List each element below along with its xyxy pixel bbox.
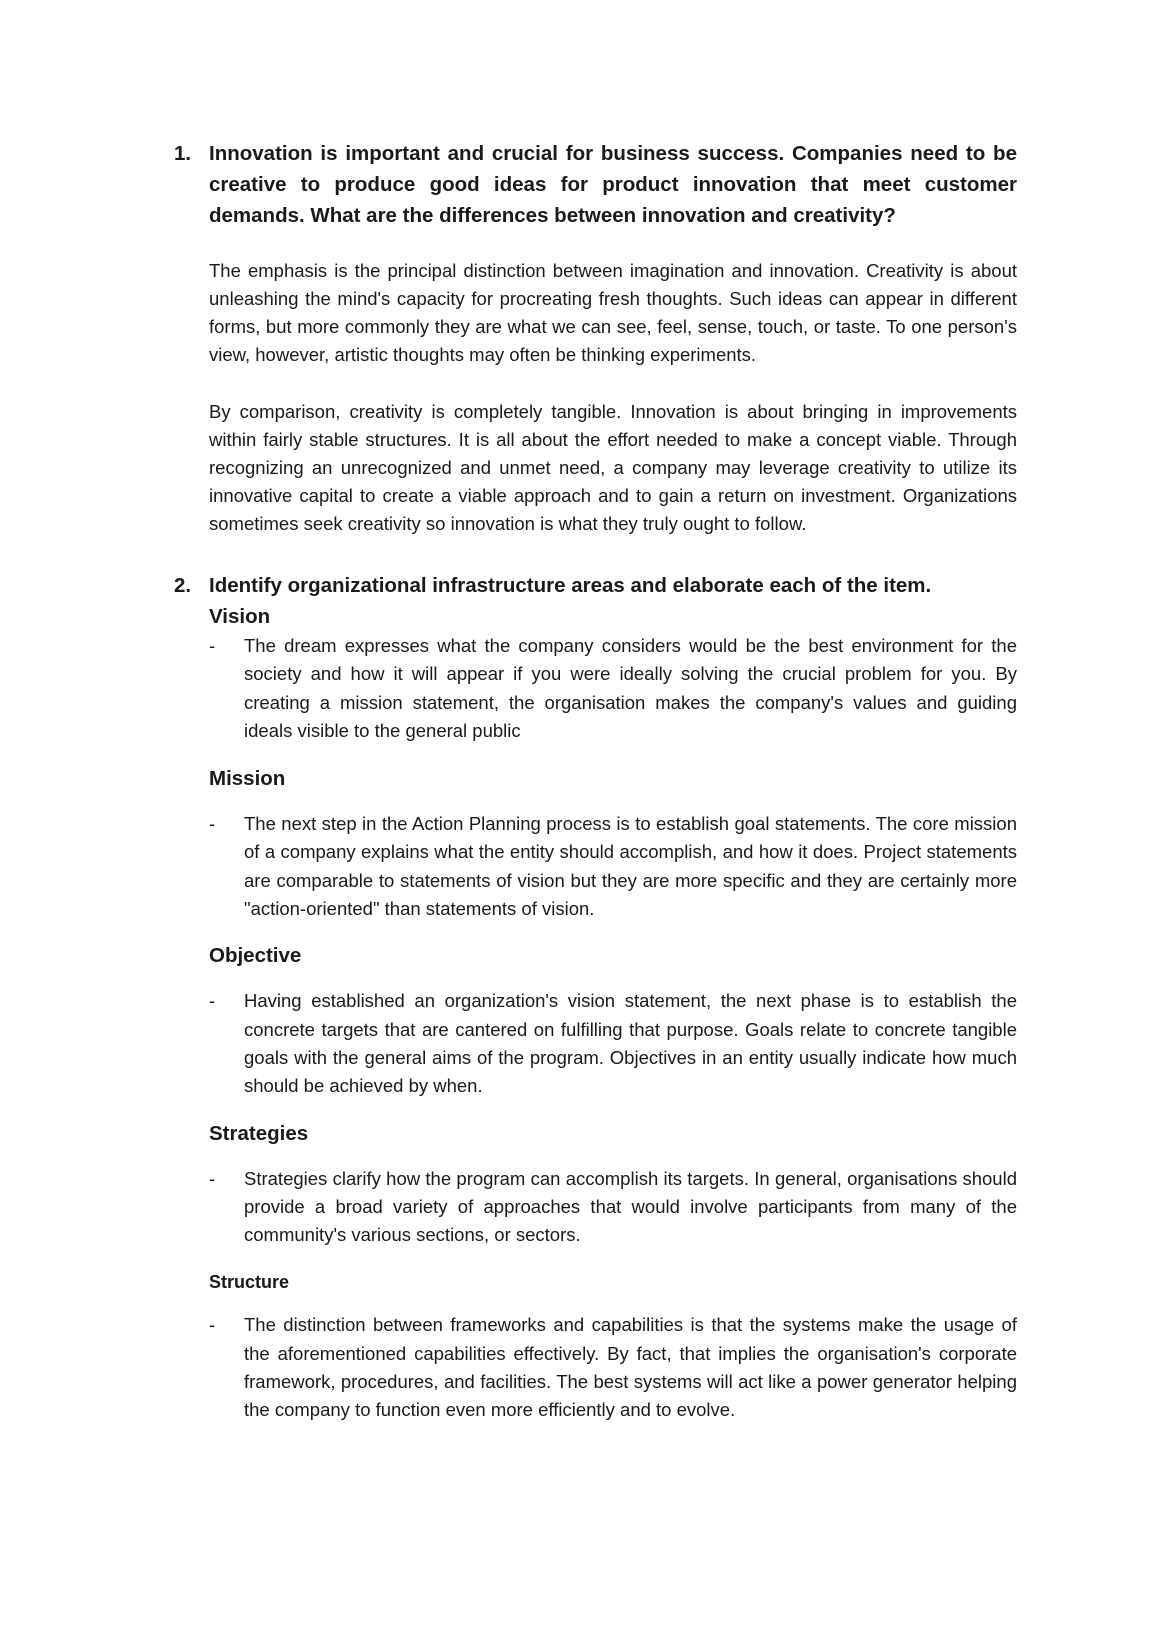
bullet-dash: - [209,1314,216,1336]
bullet-text: The dream expresses what the company considers would be the best environment for the society and how it will appear if you were ideally solving the crucial problem for you. By creating a mission statement, the organisation makes the company's values and guiding ideals visible to the general public [244,635,1017,741]
question-text: Innovation is important and crucial for business success. Companies need to be creative to produce good ideas for product innovation that meet customer demands. What are the differences between innovation and creativity? [209,142,1017,227]
section-heading-mission: Mission [209,767,286,791]
question-number: 1. [174,142,192,165]
bullet-dash: - [209,813,216,835]
bullet-text: The next step in the Action Planning process is to establish goal statements. The core mission of a company explains what the entity should accomplish, and how it does. Project statements are comparable to statements of vision but they are more specific and they are certainly more "action-oriented" than statements of vision. [244,813,1017,920]
bullet-text: Having established an organization's vision statement, the next phase is to establish the concrete targets that are cantered on fulfilling that purpose. Goals relate to concrete tangible goals with the general aims of the program. Objectives in an entity usually indicate how much should be achieved by when. [244,990,1017,1097]
bullet-dash: - [209,990,216,1012]
bullet-dash: - [209,1167,216,1189]
question-2 [174,570,1017,601]
question-1 [174,138,1017,231]
section-heading-objective: Objective [209,944,302,968]
section-heading-strategies: Strategies [209,1121,309,1145]
bullet-item-vision [209,632,1017,745]
document-body [174,138,1017,1425]
answer-paragraph: By comparison, creativity is completely tangible. Innovation is about bringing in improvements within fairly stable structures. It is all about the effort needed to make a concept viable. Through recognizing an unrecognized and unmet need, a company may leverage creativity to utilize its innovative capital to create a viable approach and to gain a return on investment. Organizations sometimes seek creativity so innovation is what they truly ought to follow. [209,401,1017,534]
bullet-item-mission [209,810,1017,923]
question-text: Identify organizational infrastructure areas and elaborate each of the item. [209,574,932,597]
section-heading-vision: Vision [209,605,271,628]
bullet-text: The distinction between frameworks and capabilities is that the systems make the usage of the aforementioned capabilities effectively. By fact, that implies the organisation's corporate framework, procedures, and facilities. The best systems will act like a power generator helping the company to function even more efficiently and to evolve. [244,1314,1017,1421]
bullet-item-strategies [209,1165,1017,1250]
bullet-item-structure [209,1311,1017,1424]
bullet-item-objective [209,987,1017,1100]
bullet-text: Strategies clarify how the program can accomplish its targets. In general, organisations should provide a broad variety of approaches that would involve participants from many of the community's various sections, or sectors. [244,1167,1017,1246]
question-number: 2. [174,574,192,597]
answer-paragraph: The emphasis is the principal distinction between imagination and innovation. Creativity is about unleashing the mind's capacity for procreating fresh thoughts. Such ideas can appear in different forms, but more commonly they are what we can see, feel, sense, touch, or taste. To one person's view, however, artistic thoughts may often be thinking experiments. [209,260,1017,365]
section-heading-structure: Structure [209,1272,290,1293]
bullet-dash: - [209,635,216,656]
